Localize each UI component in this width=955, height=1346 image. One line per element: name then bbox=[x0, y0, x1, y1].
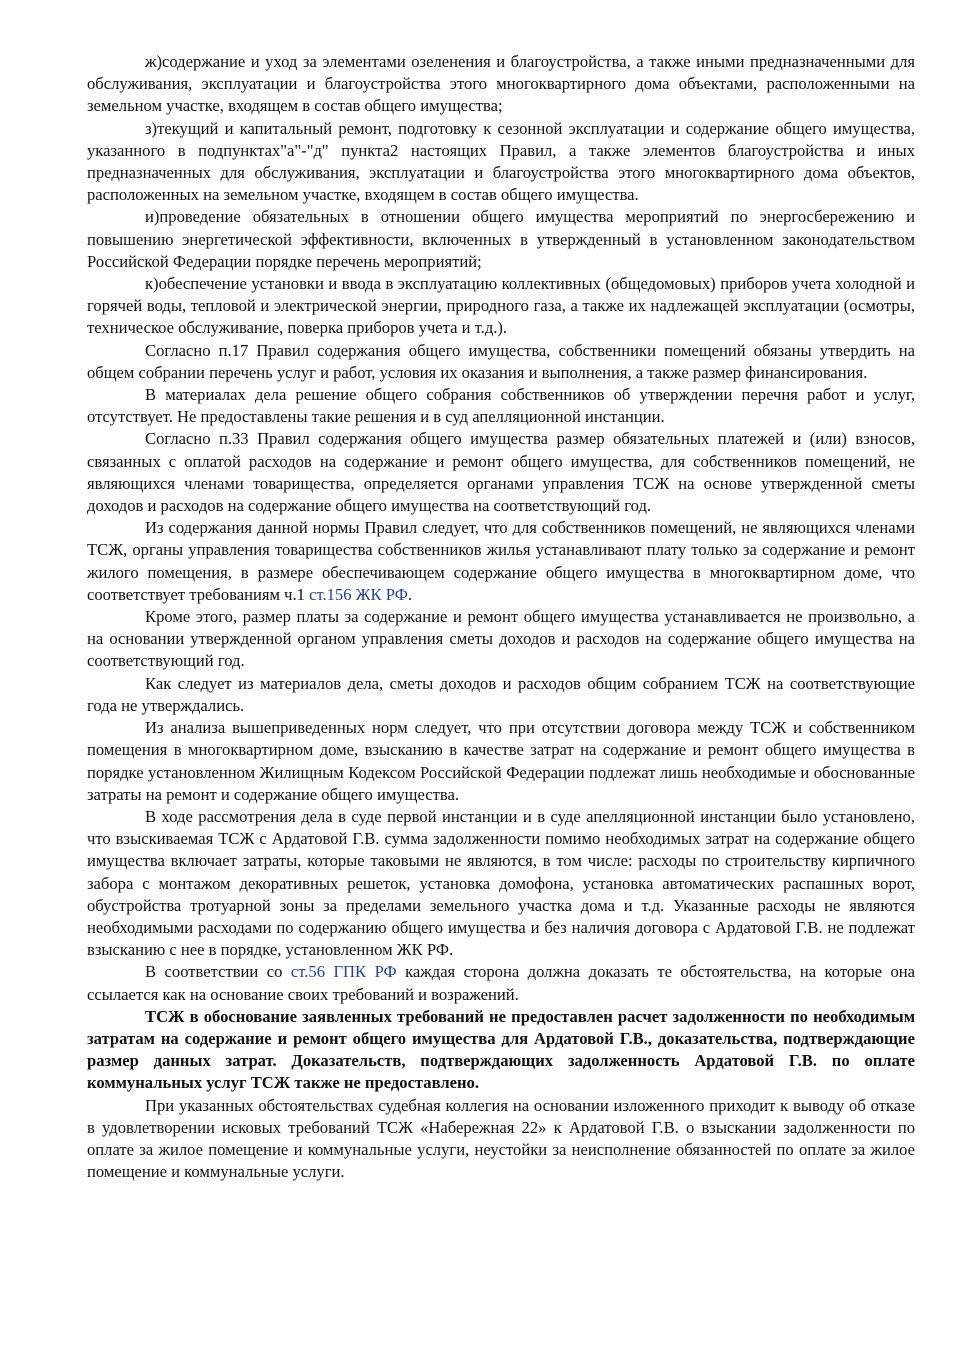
paragraph-decision bbox=[87, 1095, 915, 1184]
paragraph-p17 bbox=[87, 340, 915, 384]
paragraph-text: Как следует из материалов дела, сметы доходов и расходов общим собранием ТСЖ на соответствующие года не утверждались. bbox=[87, 673, 915, 715]
paragraph-text: Кроме этого, размер платы за содержание и ремонт общего имущества устанавливается не произвольно, а на основании утвержденной органом управления сметы доходов и расходов на содержание общего имущества на соответствующий год. bbox=[87, 607, 915, 671]
paragraph-text: Согласно п.17 Правил содержания общего имущества, собственники помещений обязаны утвердить на общем собрании перечень услуг и работ, условия их оказания и выполнения, а также размер финансирования. bbox=[87, 340, 915, 382]
paragraph-p33 bbox=[87, 428, 915, 517]
paragraph-text: В материалах дела решение общего собрания собственников об утверждении перечня работ и услуг, отсутствует. Не предоставлены такие решения и в суд апелляционной инстанции. bbox=[87, 385, 915, 427]
paragraph-text: При указанных обстоятельствах судебная коллегия на основании изложенного приходит к выводу об отказе в удовлетворении исковых требований ТСЖ «Набережная 22» к Ардатовой Г.В. о взыскании задолженности по оплате за жилое помещение и коммунальные услуги, неустойки за неисполнение обязанностей по оплате за жилое помещение и коммунальные услуги. bbox=[87, 1095, 915, 1182]
paragraph-text-after: каждая сторона должна доказать те обстоятельства, на которые она ссылается как на основание своих требований и возражений. bbox=[87, 962, 915, 1004]
paragraph-payment-size bbox=[87, 606, 915, 673]
paragraph-text: ТСЖ в обоснование заявленных требований не предоставлен расчет задолженности по необходимым затратам на содержание и ремонт общего имущества для Ардатовой Г.В., доказательства, подтверждающие размер данных затрат. Доказательств, подтверждающих задолженность Ардатовой Г.В. по оплате коммунальных услуг ТСЖ также не предоставлено. bbox=[87, 1006, 915, 1093]
paragraph-text: Согласно п.33 Правил содержания общего имущества размер обязательных платежей и (или) взносов, связанных с оплатой расходов на содержание и ремонт общего имущества, для собственников помещений, не являющихся членами товарищества, определяется органами управления ТСЖ на основе утвержденной сметы доходов и расходов на содержание общего имущества на соответствующий год. bbox=[87, 429, 915, 516]
paragraph-text: Из содержания данной нормы Правил следует, что для собственников помещений, не являющихся членами ТСЖ, органы управления товарищества собственников жилья устанавливают плату только за содержание и ремонт жилого помещения, в размере обеспечивающем содержание общего имущества в многоквартирном доме, что соответствует требованиям ч.1 bbox=[87, 518, 915, 604]
paragraph-text: ж)содержание и уход за элементами озеленения и благоустройства, а также иными предназначенными для обслуживания, эксплуатации и благоустройства этого многоквартирного дома объектами, расположенными на земельном участке, входящем в состав общего имущества; bbox=[87, 52, 915, 116]
paragraph-text: к)обеспечение установки и ввода в эксплуатацию коллективных (общедомовых) приборов учета холодной и горячей воды, тепловой и электрической энергии, природного газа, а также их надлежащей эксплуатации (осмотры, техническое обслуживание, поверка приборов учета и т.д.). bbox=[87, 274, 915, 338]
law-link-zhk-156[interactable]: ст.156 ЖК РФ bbox=[309, 584, 408, 604]
paragraph-k bbox=[87, 273, 915, 340]
paragraph-zh bbox=[87, 51, 915, 118]
paragraph-text: В ходе рассмотрения дела в суде первой инстанции и в суде апелляционной инстанции было установлено, что взыскиваемая ТСЖ с Ардатовой Г.В. сумма задолженности помимо необходимых затрат на содержание общего имущества включает затраты, которые таковыми не являются, в том числе: расходы по строительству кирпичного забора с монтажом декоративных решеток, установка домофона, установка автоматических распашных ворот, обустройства тротуарной зоны за пределами земельного участка дома и т.д. Указанные расходы не являются необходимыми расходами по содержанию общего имущества и без наличия договора с Ардатовой Г.В. не подлежат взысканию с нее в порядке, установленном ЖК РФ. bbox=[87, 806, 915, 960]
paragraph-bold-conclusion bbox=[87, 1006, 915, 1095]
paragraph-text-after: . bbox=[407, 584, 412, 604]
law-link-gpk-56[interactable]: ст.56 ГПК РФ bbox=[290, 962, 397, 982]
paragraph-analysis bbox=[87, 717, 915, 806]
document-page bbox=[87, 51, 915, 1183]
paragraph-estimates bbox=[87, 673, 915, 717]
paragraph-norm-content bbox=[87, 517, 915, 606]
paragraph-no-decision bbox=[87, 384, 915, 428]
paragraph-text: В соответствии со bbox=[145, 962, 291, 982]
paragraph-gpk-56 bbox=[87, 961, 915, 1005]
paragraph-text: з)текущий и капитальный ремонт, подготовку к сезонной эксплуатации и содержание общего имущества, указанного в подпунктах"а"-"д" пункта2 настоящих Правил, а также элементов благоустройства и иных предназначенных для обслуживания, эксплуатации и благоустройства этого многоквартирного дома объектов, расположенных на земельном участке, входящем в состав общего имущества. bbox=[87, 118, 915, 205]
paragraph-i bbox=[87, 206, 915, 273]
paragraph-z bbox=[87, 118, 915, 207]
paragraph-text: и)проведение обязательных в отношении общего имущества мероприятий по энергосбережению и повышению энергетической эффективности, включенных в утвержденный в установленном законодательством Российской Федерации порядке перечень мероприятий; bbox=[87, 207, 915, 271]
paragraph-text: Из анализа вышеприведенных норм следует, что при отсутствии договора между ТСЖ и собственником помещения в многоквартирном доме, взысканию в качестве затрат на содержание и ремонт общего имущества в порядке установленном Жилищным Кодексом Российской Федерации подлежат лишь необходимые и обоснованные затраты на ремонт и содержание общего имущества. bbox=[87, 718, 915, 804]
paragraph-established bbox=[87, 806, 915, 961]
